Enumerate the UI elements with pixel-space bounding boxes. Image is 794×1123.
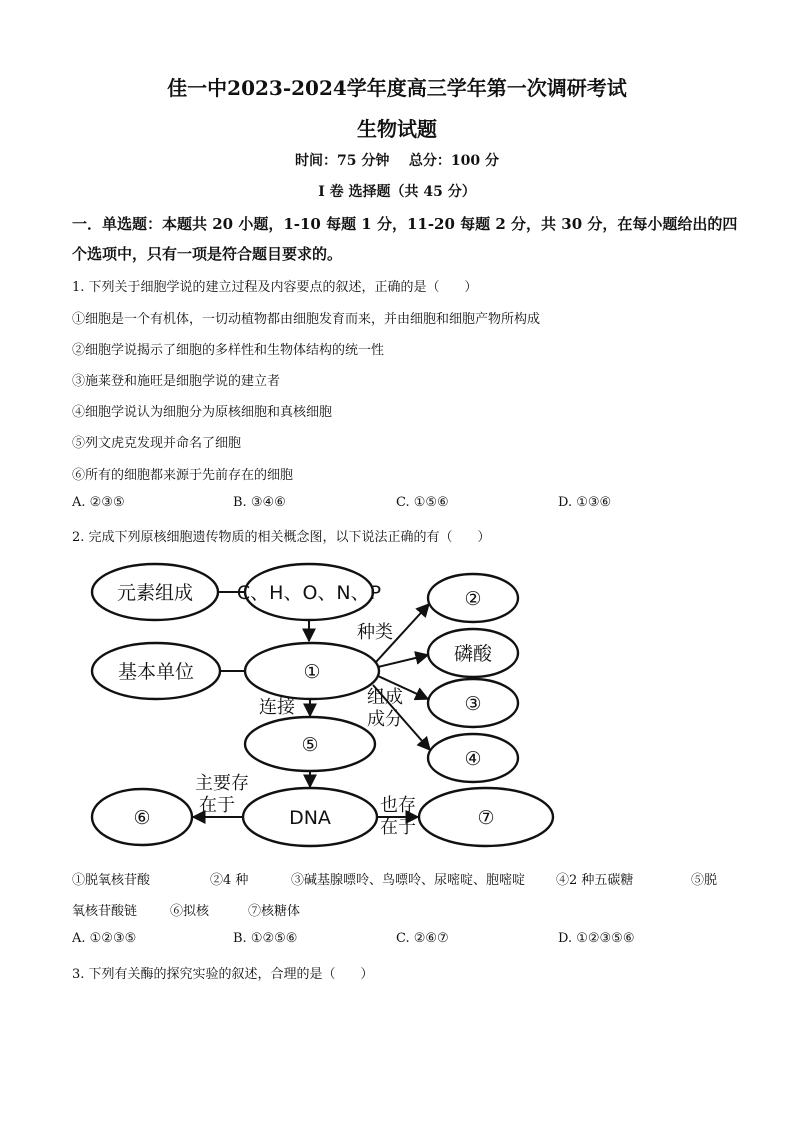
- q2-option-b: B. ①②⑤⑥: [233, 931, 298, 946]
- edge-label: 成分: [367, 709, 403, 730]
- q1-option-d: D. ①③⑥: [558, 495, 612, 510]
- node-label: C、H、O、N、P: [236, 582, 382, 604]
- q2-item: ②4 种: [210, 873, 249, 888]
- section-instruction-line2: 个选项中，只有一项是符合题目要求的。: [72, 245, 343, 263]
- node-label: ⑤: [301, 734, 319, 756]
- node-label: ④: [464, 748, 482, 770]
- q1-statement: ①细胞是一个有机体，一切动植物都由细胞发育而来，并由细胞和细胞产物所构成: [72, 312, 541, 327]
- q2-option-c: C. ②⑥⑦: [396, 931, 449, 946]
- edge-label: 也存: [380, 795, 416, 816]
- q1-stem: 1. 下列关于细胞学说的建立过程及内容要点的叙述，正确的是（ ）: [72, 280, 478, 295]
- q1-statement: ⑤列文虎克发现并命名了细胞: [72, 436, 242, 451]
- q2-stem: 2. 完成下列原核细胞遗传物质的相关概念图，以下说法正确的有（ ）: [72, 530, 491, 545]
- q2-item: ④2 种五碳糖: [556, 873, 634, 888]
- section-instruction-line1: 一．单选题：本题共 20 小题，1-10 每题 1 分，11-20 每题 2 分，共 30 分，在每小题给出的四: [72, 215, 738, 233]
- node-label: ⑦: [477, 807, 495, 829]
- node-label: 基本单位: [117, 661, 195, 683]
- q1-statement: ②细胞学说揭示了细胞的多样性和生物体结构的统一性: [72, 343, 385, 358]
- edge-label: 连接: [259, 697, 295, 718]
- q2-item: ③碱基腺嘌呤、鸟嘌呤、尿嘧啶、胞嘧啶: [291, 873, 526, 888]
- node-label: ⑥: [133, 807, 151, 829]
- node-label: ③: [464, 693, 482, 715]
- q2-item: ⑥拟核: [170, 904, 210, 919]
- exam-title: 佳一中2023-2024学年度高三学年第一次调研考试: [167, 76, 627, 100]
- volume-title: I 卷 选择题（共 45 分）: [318, 184, 476, 200]
- edge-label: 组成: [367, 687, 403, 708]
- node-label: ②: [464, 588, 482, 610]
- edge-label: 在于: [380, 817, 416, 838]
- q1-option-a: A. ②③⑤: [72, 495, 125, 510]
- node-label: DNA: [289, 807, 331, 829]
- subject-title: 生物试题: [357, 117, 437, 141]
- edge-label: 在于: [199, 795, 235, 816]
- node-label: 元素组成: [116, 582, 194, 604]
- time-info: 时间：75 分钟 总分：100 分: [295, 153, 499, 169]
- q3-stem: 3. 下列有关酶的探究实验的叙述，合理的是（ ）: [72, 967, 374, 982]
- q1-option-b: B. ③④⑥: [233, 495, 286, 510]
- q2-option-d: D. ①②③⑤⑥: [558, 931, 635, 946]
- node-label: 磷酸: [453, 643, 493, 665]
- q2-item: ①脱氧核苷酸: [72, 873, 151, 888]
- q2-option-a: A. ①②③⑤: [72, 931, 137, 946]
- q2-item: 氧核苷酸链: [72, 904, 138, 919]
- q1-option-c: C. ①⑤⑥: [396, 495, 449, 510]
- edge-label: 主要存: [195, 773, 249, 794]
- q2-item: ⑦核糖体: [248, 904, 301, 919]
- q1-statement: ③施莱登和施旺是细胞学说的建立者: [72, 374, 281, 389]
- q2-item: ⑤脱: [691, 873, 718, 888]
- edge-1-to-phosphate: [378, 655, 428, 667]
- q1-statement: ④细胞学说认为细胞分为原核细胞和真核细胞: [72, 405, 333, 420]
- edge-label: 种类: [357, 622, 393, 643]
- q1-statement: ⑥所有的细胞都来源于先前存在的细胞: [72, 468, 294, 483]
- node-label: ①: [303, 661, 321, 683]
